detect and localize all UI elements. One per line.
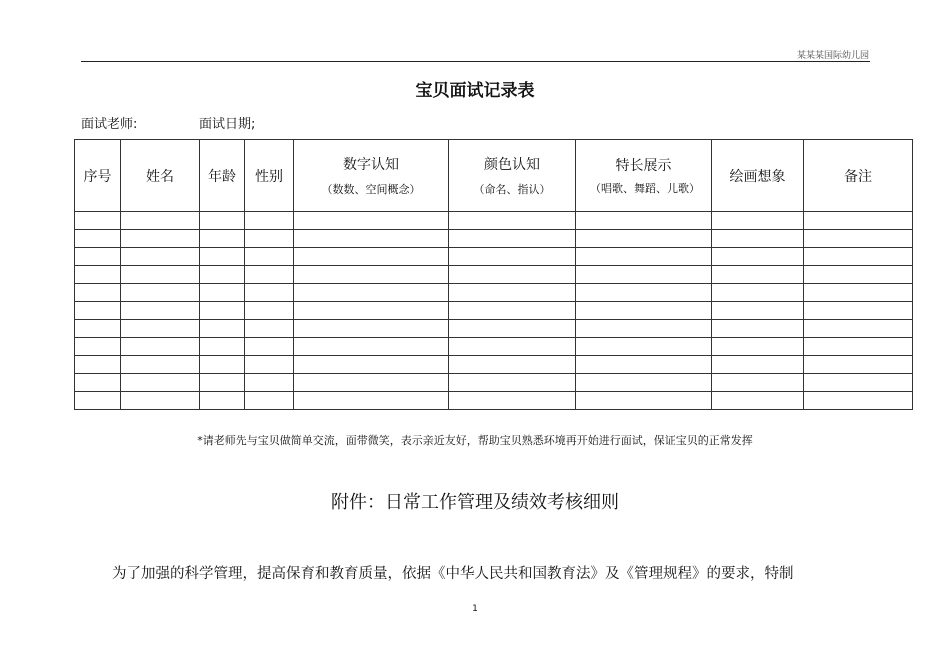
table-cell[interactable]	[75, 374, 121, 392]
table-row	[75, 212, 913, 230]
annex-title: 附件：日常工作管理及绩效考核细则	[331, 492, 619, 513]
table-cell[interactable]	[294, 302, 449, 320]
table-cell[interactable]	[449, 230, 576, 248]
table-row	[75, 356, 913, 374]
table-cell[interactable]	[449, 284, 576, 302]
table-cell[interactable]	[804, 374, 913, 392]
col-subheader-color-cognition: （命名、指认）	[473, 183, 551, 196]
table-cell[interactable]	[245, 374, 294, 392]
table-cell[interactable]	[121, 320, 200, 338]
table-cell[interactable]	[200, 392, 245, 410]
table-header-row	[75, 140, 913, 212]
table-cell[interactable]	[449, 338, 576, 356]
table-cell[interactable]	[576, 392, 712, 410]
table-cell[interactable]	[576, 212, 712, 230]
table-cell[interactable]	[200, 302, 245, 320]
table-cell[interactable]	[712, 266, 804, 284]
table-cell[interactable]	[245, 392, 294, 410]
table-cell[interactable]	[294, 230, 449, 248]
table-cell[interactable]	[200, 212, 245, 230]
record-table-body	[75, 212, 913, 410]
table-cell[interactable]	[245, 320, 294, 338]
table-cell[interactable]	[121, 338, 200, 356]
table-cell[interactable]	[712, 356, 804, 374]
table-cell[interactable]	[804, 356, 913, 374]
table-cell[interactable]	[294, 248, 449, 266]
table-cell[interactable]	[245, 302, 294, 320]
table-cell[interactable]	[804, 284, 913, 302]
table-cell[interactable]	[449, 320, 576, 338]
table-cell[interactable]	[200, 320, 245, 338]
table-row	[75, 392, 913, 410]
interview-note: *请老师先与宝贝做简单交流，面带微笑，表示亲近友好，帮助宝贝熟悉环境再开始进行面试，保证宝贝的正常发挥	[197, 434, 753, 447]
table-cell[interactable]	[712, 302, 804, 320]
table-cell[interactable]	[804, 320, 913, 338]
col-header-age: 年龄	[200, 140, 245, 212]
col-header-index: 序号	[75, 140, 121, 212]
table-cell[interactable]	[804, 338, 913, 356]
table-cell[interactable]	[200, 230, 245, 248]
table-cell[interactable]	[576, 338, 712, 356]
table-cell[interactable]	[200, 374, 245, 392]
table-cell[interactable]	[121, 356, 200, 374]
header-divider	[81, 61, 870, 62]
page-number: 1	[472, 604, 478, 614]
col-header-name: 姓名	[121, 140, 200, 212]
table-cell[interactable]	[804, 212, 913, 230]
table-cell[interactable]	[576, 266, 712, 284]
table-cell[interactable]	[75, 302, 121, 320]
table-cell[interactable]	[245, 230, 294, 248]
table-cell[interactable]	[449, 392, 576, 410]
col-subheader-talent: （唱歌、舞蹈、儿歌）	[590, 182, 700, 195]
record-table	[74, 139, 913, 410]
table-cell[interactable]	[121, 212, 200, 230]
table-cell[interactable]	[245, 356, 294, 374]
table-cell[interactable]	[245, 248, 294, 266]
table-cell[interactable]	[200, 248, 245, 266]
table-cell[interactable]	[712, 284, 804, 302]
table-cell[interactable]	[294, 356, 449, 374]
table-cell[interactable]	[804, 266, 913, 284]
table-cell[interactable]	[294, 320, 449, 338]
table-cell[interactable]	[712, 248, 804, 266]
table-cell[interactable]	[75, 320, 121, 338]
table-cell[interactable]	[449, 374, 576, 392]
table-cell[interactable]	[712, 374, 804, 392]
table-cell[interactable]	[245, 284, 294, 302]
table-cell[interactable]	[804, 392, 913, 410]
table-cell[interactable]	[121, 248, 200, 266]
table-cell[interactable]	[804, 302, 913, 320]
table-cell[interactable]	[121, 302, 200, 320]
table-cell[interactable]	[121, 284, 200, 302]
table-row	[75, 338, 913, 356]
table-row	[75, 374, 913, 392]
table-row	[75, 302, 913, 320]
table-cell[interactable]	[294, 266, 449, 284]
table-cell[interactable]	[449, 356, 576, 374]
table-cell[interactable]	[576, 356, 712, 374]
table-cell[interactable]	[576, 248, 712, 266]
table-cell[interactable]	[75, 212, 121, 230]
table-cell[interactable]	[294, 338, 449, 356]
table-cell[interactable]	[576, 302, 712, 320]
table-cell[interactable]	[75, 338, 121, 356]
table-cell[interactable]	[712, 230, 804, 248]
table-cell[interactable]	[245, 266, 294, 284]
table-cell[interactable]	[121, 374, 200, 392]
table-cell[interactable]	[576, 374, 712, 392]
table-cell[interactable]	[75, 248, 121, 266]
table-cell[interactable]	[449, 248, 576, 266]
col-subheader-number-cognition: （数数、空间概念）	[321, 183, 421, 196]
header-org-name: 某某某国际幼儿园	[796, 51, 869, 61]
table-row	[75, 230, 913, 248]
table-cell[interactable]	[121, 230, 200, 248]
table-cell[interactable]	[75, 284, 121, 302]
col-header-talent: 特长展示 （唱歌、舞蹈、儿歌）	[576, 140, 712, 212]
col-header-gender: 性别	[245, 140, 294, 212]
table-cell[interactable]	[449, 266, 576, 284]
table-cell[interactable]	[121, 392, 200, 410]
table-cell[interactable]	[576, 284, 712, 302]
col-header-remarks: 备注	[804, 140, 913, 212]
table-cell[interactable]	[121, 266, 200, 284]
table-cell[interactable]	[245, 212, 294, 230]
table-cell[interactable]	[804, 230, 913, 248]
table-cell[interactable]	[804, 248, 913, 266]
table-cell[interactable]	[576, 230, 712, 248]
table-row	[75, 248, 913, 266]
table-cell[interactable]	[712, 212, 804, 230]
table-cell[interactable]	[294, 392, 449, 410]
table-cell[interactable]	[200, 284, 245, 302]
table-cell[interactable]	[712, 338, 804, 356]
body-paragraph: 为了加强的科学管理，提高保育和教育质量，依据《中华人民共和国教育法》及《管理规程》的要求，特制	[112, 566, 794, 582]
table-cell[interactable]	[294, 284, 449, 302]
table-row	[75, 320, 913, 338]
interview-meta	[81, 113, 255, 132]
table-cell[interactable]	[200, 266, 245, 284]
table-cell[interactable]	[712, 392, 804, 410]
col-header-number-cognition: 数字认知 （数数、空间概念）	[294, 140, 449, 212]
table-cell[interactable]	[75, 392, 121, 410]
date-label: 面试日期;	[199, 117, 256, 132]
table-cell[interactable]	[294, 212, 449, 230]
table-cell[interactable]	[294, 374, 449, 392]
page-title: 宝贝面试记录表	[415, 81, 535, 101]
col-header-drawing: 绘画想象	[712, 140, 804, 212]
table-cell[interactable]	[449, 212, 576, 230]
table-cell[interactable]	[449, 302, 576, 320]
table-cell[interactable]	[576, 320, 712, 338]
table-cell[interactable]	[712, 320, 804, 338]
table-cell[interactable]	[75, 356, 121, 374]
table-row	[75, 284, 913, 302]
table-cell[interactable]	[75, 230, 121, 248]
table-cell[interactable]	[245, 338, 294, 356]
table-cell[interactable]	[75, 266, 121, 284]
col-header-color-cognition: 颜色认知 （命名、指认）	[449, 140, 576, 212]
table-cell[interactable]	[200, 356, 245, 374]
teacher-label: 面试老师:	[81, 117, 138, 132]
table-cell[interactable]	[200, 338, 245, 356]
table-row	[75, 266, 913, 284]
